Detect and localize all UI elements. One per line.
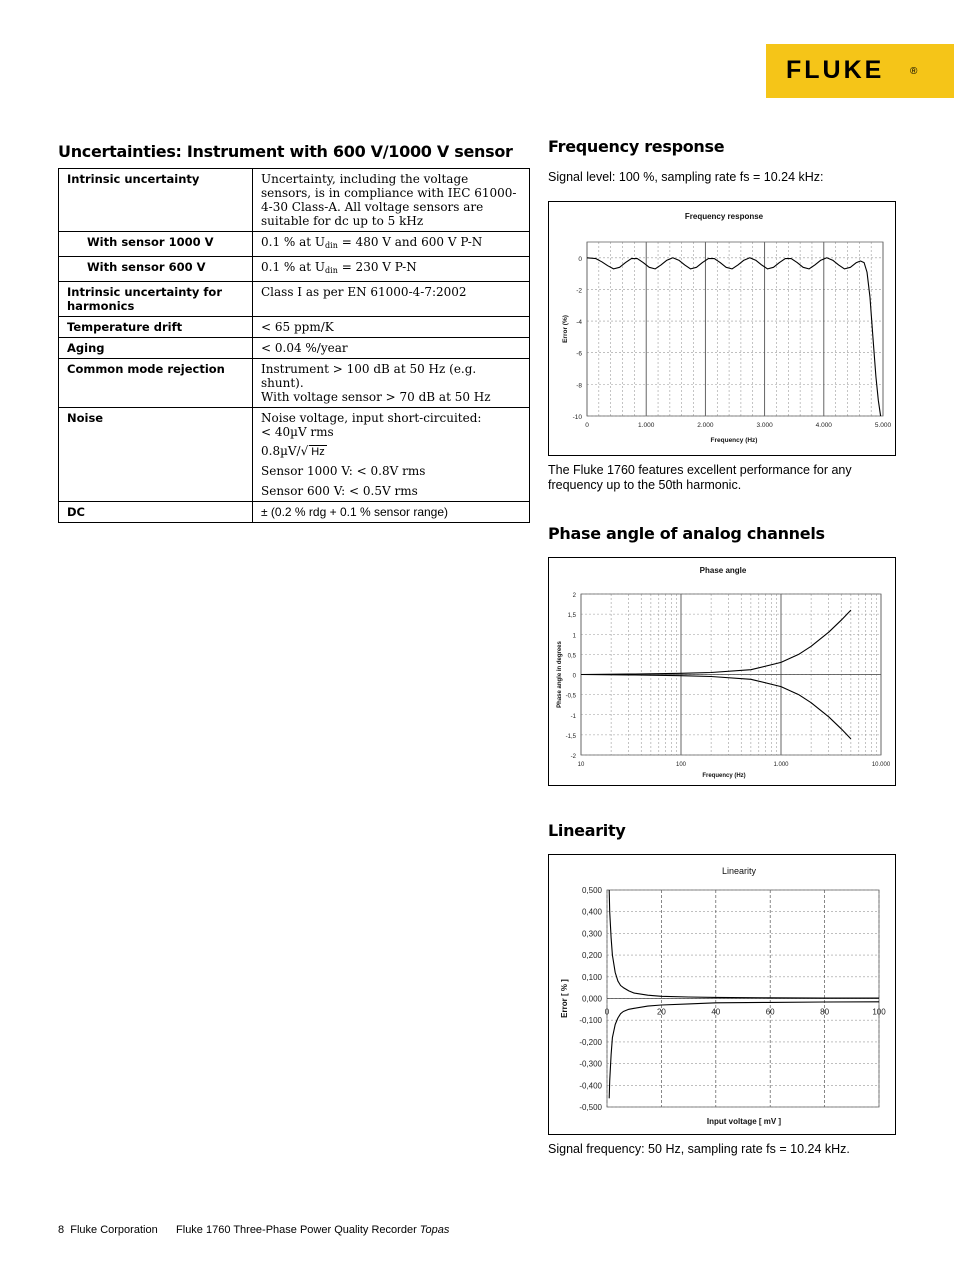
frequency-response-outro: The Fluke 1760 features excellent performance for any frequency up to the 50th harmonic. <box>548 463 852 492</box>
row-value: Uncertainty, including the voltage sensors, is in compliance with IEC 61000-4-30 Class-A. All voltage sensors are suitable for dc up to 5 kHz <box>253 169 530 232</box>
frequency-response-title: Frequency response <box>548 137 725 156</box>
y-tick-label: 0,300 <box>581 929 602 939</box>
x-axis-label: Frequency (Hz) <box>702 773 746 779</box>
row-value <box>253 408 530 502</box>
y-tick-label: -2 <box>570 754 576 760</box>
frequency-response-chart <box>548 201 896 456</box>
y-tick-label: 0,100 <box>581 972 602 982</box>
x-tick-label: 1.000 <box>773 762 789 768</box>
y-tick-label: -0,5 <box>565 693 576 700</box>
series-line <box>587 258 881 416</box>
y-tick-label: -1 <box>570 713 576 720</box>
table-row <box>59 257 530 282</box>
value-line: Noise voltage, input short-circuited: <box>261 411 482 425</box>
y-tick-label: 0 <box>572 673 576 680</box>
x-tick-label: 4.000 <box>815 422 832 429</box>
fluke-logo <box>766 44 954 98</box>
linearity-title: Linearity <box>548 821 626 840</box>
value-text: 0.1 % at U <box>261 260 326 274</box>
y-tick-label: -10 <box>572 414 582 421</box>
series-line <box>581 675 851 739</box>
y-tick-label: 0,5 <box>567 653 576 660</box>
row-label: With sensor 1000 V <box>59 232 253 257</box>
row-label: Noise <box>59 408 253 502</box>
logo-registered-mark: ® <box>910 66 918 77</box>
value-line: Instrument > 100 dB at 50 Hz (e.g. shunt). <box>261 362 477 390</box>
table-row <box>59 232 530 257</box>
x-tick-label: 20 <box>656 1007 666 1017</box>
row-label: DC <box>59 502 253 523</box>
chart-title: Linearity <box>721 866 757 876</box>
x-tick-label: 0 <box>585 422 589 429</box>
frequency-response-intro: Signal level: 100 %, sampling rate fs = 10.24 kHz: <box>548 170 824 184</box>
logo-wordmark: FLUKE <box>786 56 885 84</box>
row-value: < 0.04 %/year <box>253 338 530 359</box>
table-row <box>59 169 530 232</box>
x-tick-label: 10.000 <box>871 762 891 768</box>
x-tick-label: 5.000 <box>874 422 892 429</box>
x-axis-label: Frequency (Hz) <box>710 437 758 444</box>
sqrt-symbol: √ <box>300 444 309 458</box>
row-label: Common mode rejection <box>59 359 253 408</box>
y-tick-label: 0,400 <box>581 907 602 917</box>
chart-title: Frequency response <box>684 212 764 221</box>
phase-angle-chart <box>548 557 896 786</box>
value-text: = 230 V P-N <box>337 260 417 274</box>
series-line <box>609 1002 879 1099</box>
plot-area <box>587 242 883 416</box>
page-footer <box>58 1224 449 1236</box>
page-number: 8 <box>58 1224 65 1236</box>
y-axis-label: Error (%) <box>562 315 569 343</box>
x-tick-label: 2.000 <box>697 422 714 429</box>
x-tick-label: 60 <box>765 1007 775 1017</box>
table-row <box>59 317 530 338</box>
x-tick-label: 0 <box>604 1007 610 1017</box>
value-line: Sensor 600 V: < 0.5V rms <box>261 484 418 498</box>
series-line <box>581 610 851 674</box>
footer-product: Fluke 1760 Three-Phase Power Quality Recorder <box>176 1224 417 1236</box>
row-value <box>253 232 530 257</box>
value-text: 0.1 % at U <box>261 235 326 249</box>
y-tick-label: -6 <box>576 350 582 358</box>
linearity-chart <box>548 854 896 1135</box>
x-tick-label: 40 <box>711 1007 721 1017</box>
y-tick-label: -0,200 <box>579 1037 602 1047</box>
x-tick-label: 1.000 <box>638 422 655 429</box>
x-tick-label: 3.000 <box>756 422 773 429</box>
y-tick-label: 0,200 <box>581 951 602 961</box>
footer-product-name: Topas <box>419 1224 450 1236</box>
row-label: Temperature drift <box>59 317 253 338</box>
x-tick-label: 100 <box>675 762 687 768</box>
x-axis-label: Input voltage [ mV ] <box>706 1117 782 1126</box>
table-row <box>59 338 530 359</box>
value-line: With voltage sensor > 70 dB at 50 Hz <box>261 390 491 404</box>
row-label: With sensor 600 V <box>59 257 253 282</box>
linearity-svg <box>549 855 895 1134</box>
value-line: < 40µV rms <box>261 425 334 439</box>
subscript: din <box>325 241 338 250</box>
table-row <box>59 359 530 408</box>
row-label: Intrinsic uncertainty for harmonics <box>59 282 253 317</box>
y-tick-label: -4 <box>576 319 582 327</box>
value-text: = 480 V and 600 V P-N <box>337 235 483 249</box>
uncertainties-table <box>58 168 530 523</box>
row-value: ± (0.2 % rdg + 0.1 % sensor range) <box>253 502 530 523</box>
row-value: < 65 ppm/K <box>253 317 530 338</box>
sqrt-radicand: Hz <box>311 446 325 458</box>
phase-angle-svg <box>549 558 895 785</box>
footer-company: Fluke Corporation <box>70 1224 158 1236</box>
value-line: Sensor 1000 V: < 0.8V rms <box>261 464 426 478</box>
x-tick-label: 80 <box>820 1007 830 1017</box>
value-text: 0.8µV/ <box>261 444 301 458</box>
y-tick-label: -0,100 <box>579 1016 602 1026</box>
frequency-response-svg <box>549 202 895 455</box>
y-tick-label: -8 <box>576 382 582 390</box>
linearity-note: Signal frequency: 50 Hz, sampling rate fs = 10.24 kHz. <box>548 1142 850 1156</box>
y-tick-label: 0,000 <box>581 994 602 1004</box>
y-tick-label: -0,500 <box>579 1103 602 1112</box>
series-line <box>609 890 879 998</box>
y-axis-label: Phase angle in degrees <box>557 641 563 708</box>
table-row <box>59 502 530 523</box>
subscript: din <box>325 266 338 275</box>
y-tick-label: 2 <box>572 593 576 599</box>
row-label: Intrinsic uncertainty <box>59 169 253 232</box>
table-row <box>59 282 530 317</box>
uncertainties-title: Uncertainties: Instrument with 600 V/1000 V sensor <box>58 142 513 161</box>
row-value: Class I as per EN 61000-4-7:2002 <box>253 282 530 317</box>
y-tick-label: -0,300 <box>579 1059 602 1069</box>
y-tick-label: -1,5 <box>565 733 576 740</box>
y-tick-label: 1,5 <box>567 613 576 620</box>
table-row <box>59 408 530 502</box>
row-value <box>253 257 530 282</box>
y-axis-label: Error [ % ] <box>560 979 569 1018</box>
row-value <box>253 359 530 408</box>
row-label: Aging <box>59 338 253 359</box>
y-tick-label: 1 <box>572 633 576 640</box>
y-tick-label: -2 <box>576 287 582 295</box>
x-tick-label: 10 <box>577 762 585 768</box>
y-tick-label: -0,400 <box>579 1081 602 1091</box>
y-tick-label: 0,500 <box>581 886 602 895</box>
value-line <box>261 444 521 458</box>
x-tick-label: 100 <box>872 1007 886 1017</box>
y-tick-label: 0 <box>578 255 582 263</box>
chart-title: Phase angle <box>699 566 747 575</box>
phase-angle-title: Phase angle of analog channels <box>548 524 825 543</box>
